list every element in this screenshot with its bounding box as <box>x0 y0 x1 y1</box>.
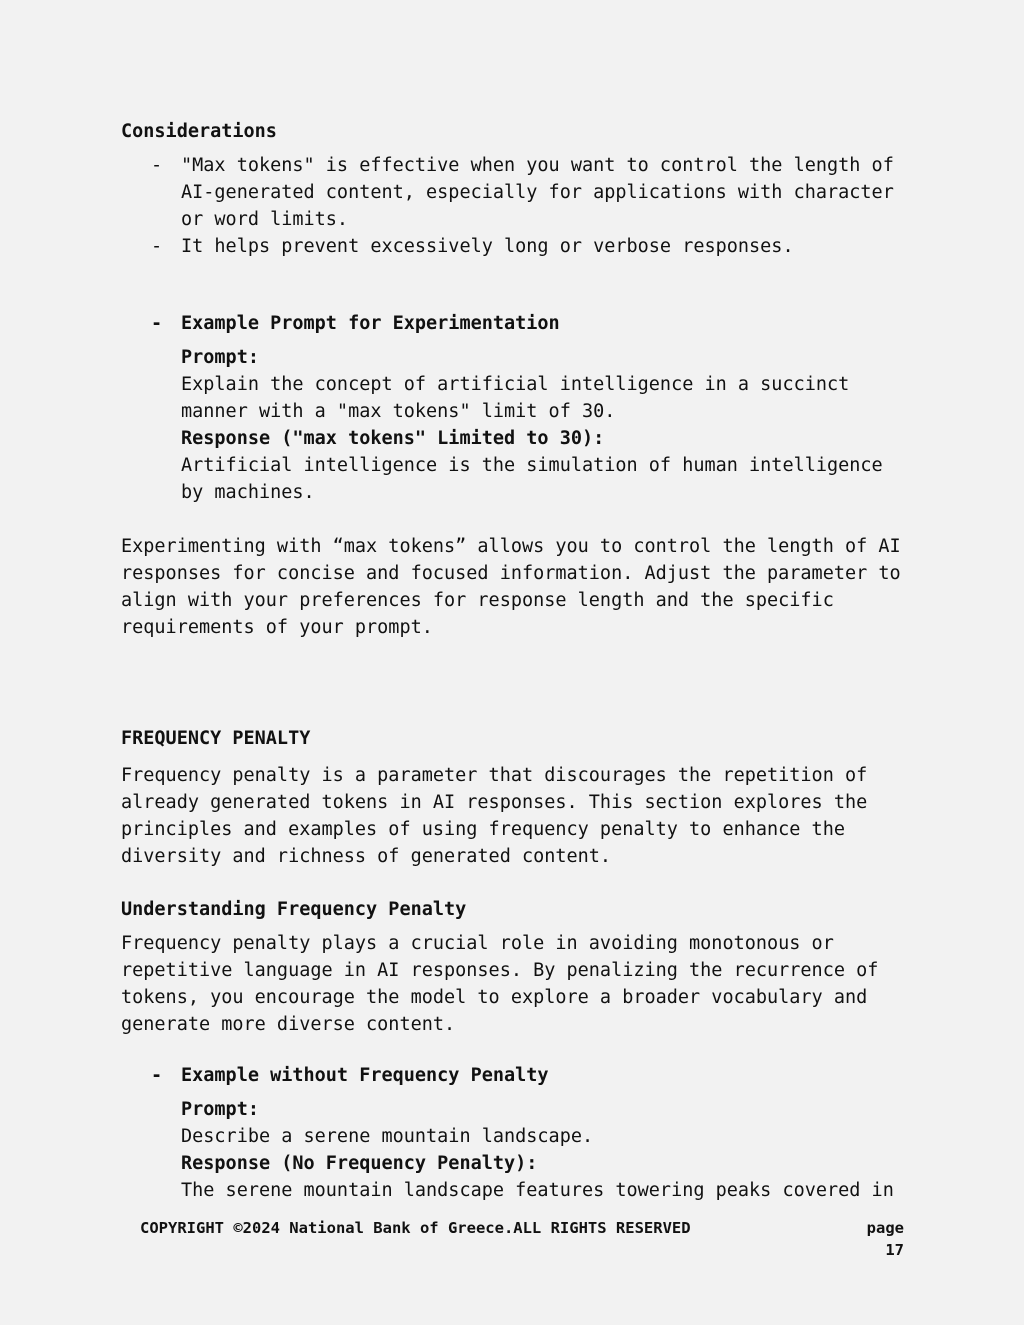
paragraph-line: responses for concise and focused information. Adjust the parameter to <box>121 563 901 584</box>
response-line: Artificial intelligence is the simulation of human intelligence <box>181 455 883 476</box>
prompt-line: Describe a serene mountain landscape. <box>181 1126 594 1147</box>
example-without-penalty-block <box>121 1096 911 1204</box>
prompt-line: manner with a "max tokens" limit of 30. <box>181 401 616 422</box>
paragraph-line: principles and examples of using frequency penalty to enhance the <box>121 819 845 840</box>
document-page <box>121 118 911 1204</box>
considerations-list <box>121 152 911 260</box>
page-number-block <box>867 1217 904 1261</box>
example-prompt-title <box>121 310 911 337</box>
list-item-line: "Max tokens" is effective when you want to control the length of <box>181 155 894 176</box>
page-footer <box>140 1217 904 1259</box>
understanding-paragraph <box>121 930 911 1038</box>
response-line: by machines. <box>181 482 315 503</box>
prompt-label: Prompt: <box>181 1099 259 1120</box>
example-without-penalty-title <box>121 1062 911 1089</box>
page-number: 17 <box>885 1241 904 1259</box>
paragraph-line: repetitive language in AI responses. By penalizing the recurrence of <box>121 960 879 981</box>
paragraph-line: tokens, you encourage the model to explore a broader vocabulary and <box>121 987 868 1008</box>
list-item-line: It helps prevent excessively long or verbose responses. <box>181 236 794 257</box>
frequency-intro-paragraph <box>121 762 911 870</box>
list-item <box>121 152 911 233</box>
prompt-label: Prompt: <box>181 347 259 368</box>
example-title-text: Example without Frequency Penalty <box>181 1065 549 1086</box>
frequency-penalty-heading: FREQUENCY PENALTY <box>121 728 311 749</box>
paragraph-line: generate more diverse content. <box>121 1014 456 1035</box>
paragraph-line: Frequency penalty is a parameter that discourages the repetition of <box>121 765 868 786</box>
paragraph-line: Frequency penalty plays a crucial role in avoiding monotonous or <box>121 933 834 954</box>
paragraph-line: Experimenting with “max tokens” allows you to control the length of AI <box>121 536 901 557</box>
bullet-dash: - <box>151 155 163 176</box>
example-title-text: Example Prompt for Experimentation <box>181 313 560 334</box>
understanding-heading: Understanding Frequency Penalty <box>121 899 467 920</box>
paragraph-line: requirements of your prompt. <box>121 617 433 638</box>
list-item-line: or word limits. <box>181 209 349 230</box>
response-label: Response ("max tokens" Limited to 30): <box>181 428 605 449</box>
list-item <box>121 233 911 260</box>
paragraph-line: diversity and richness of generated content. <box>121 846 612 867</box>
prompt-line: Explain the concept of artificial intelligence in a succinct <box>181 374 850 395</box>
response-line: The serene mountain landscape features towering peaks covered in <box>181 1180 894 1201</box>
bullet-dash: - <box>151 1065 163 1086</box>
bullet-dash: - <box>151 313 163 334</box>
paragraph-line: already generated tokens in AI responses. This section explores the <box>121 792 868 813</box>
paragraph-line: align with your preferences for response length and the specific <box>121 590 834 611</box>
considerations-heading: Considerations <box>121 121 277 142</box>
page-label: page <box>866 1219 904 1237</box>
list-item-line: AI-generated content, especially for applications with character <box>181 182 894 203</box>
example-prompt-block <box>121 344 911 506</box>
bullet-dash: - <box>151 236 163 257</box>
summary-paragraph <box>121 533 911 641</box>
response-label: Response (No Frequency Penalty): <box>181 1153 538 1174</box>
copyright-text: COPYRIGHT ©2024 National Bank of Greece.ALL RIGHTS RESERVED <box>140 1219 691 1237</box>
